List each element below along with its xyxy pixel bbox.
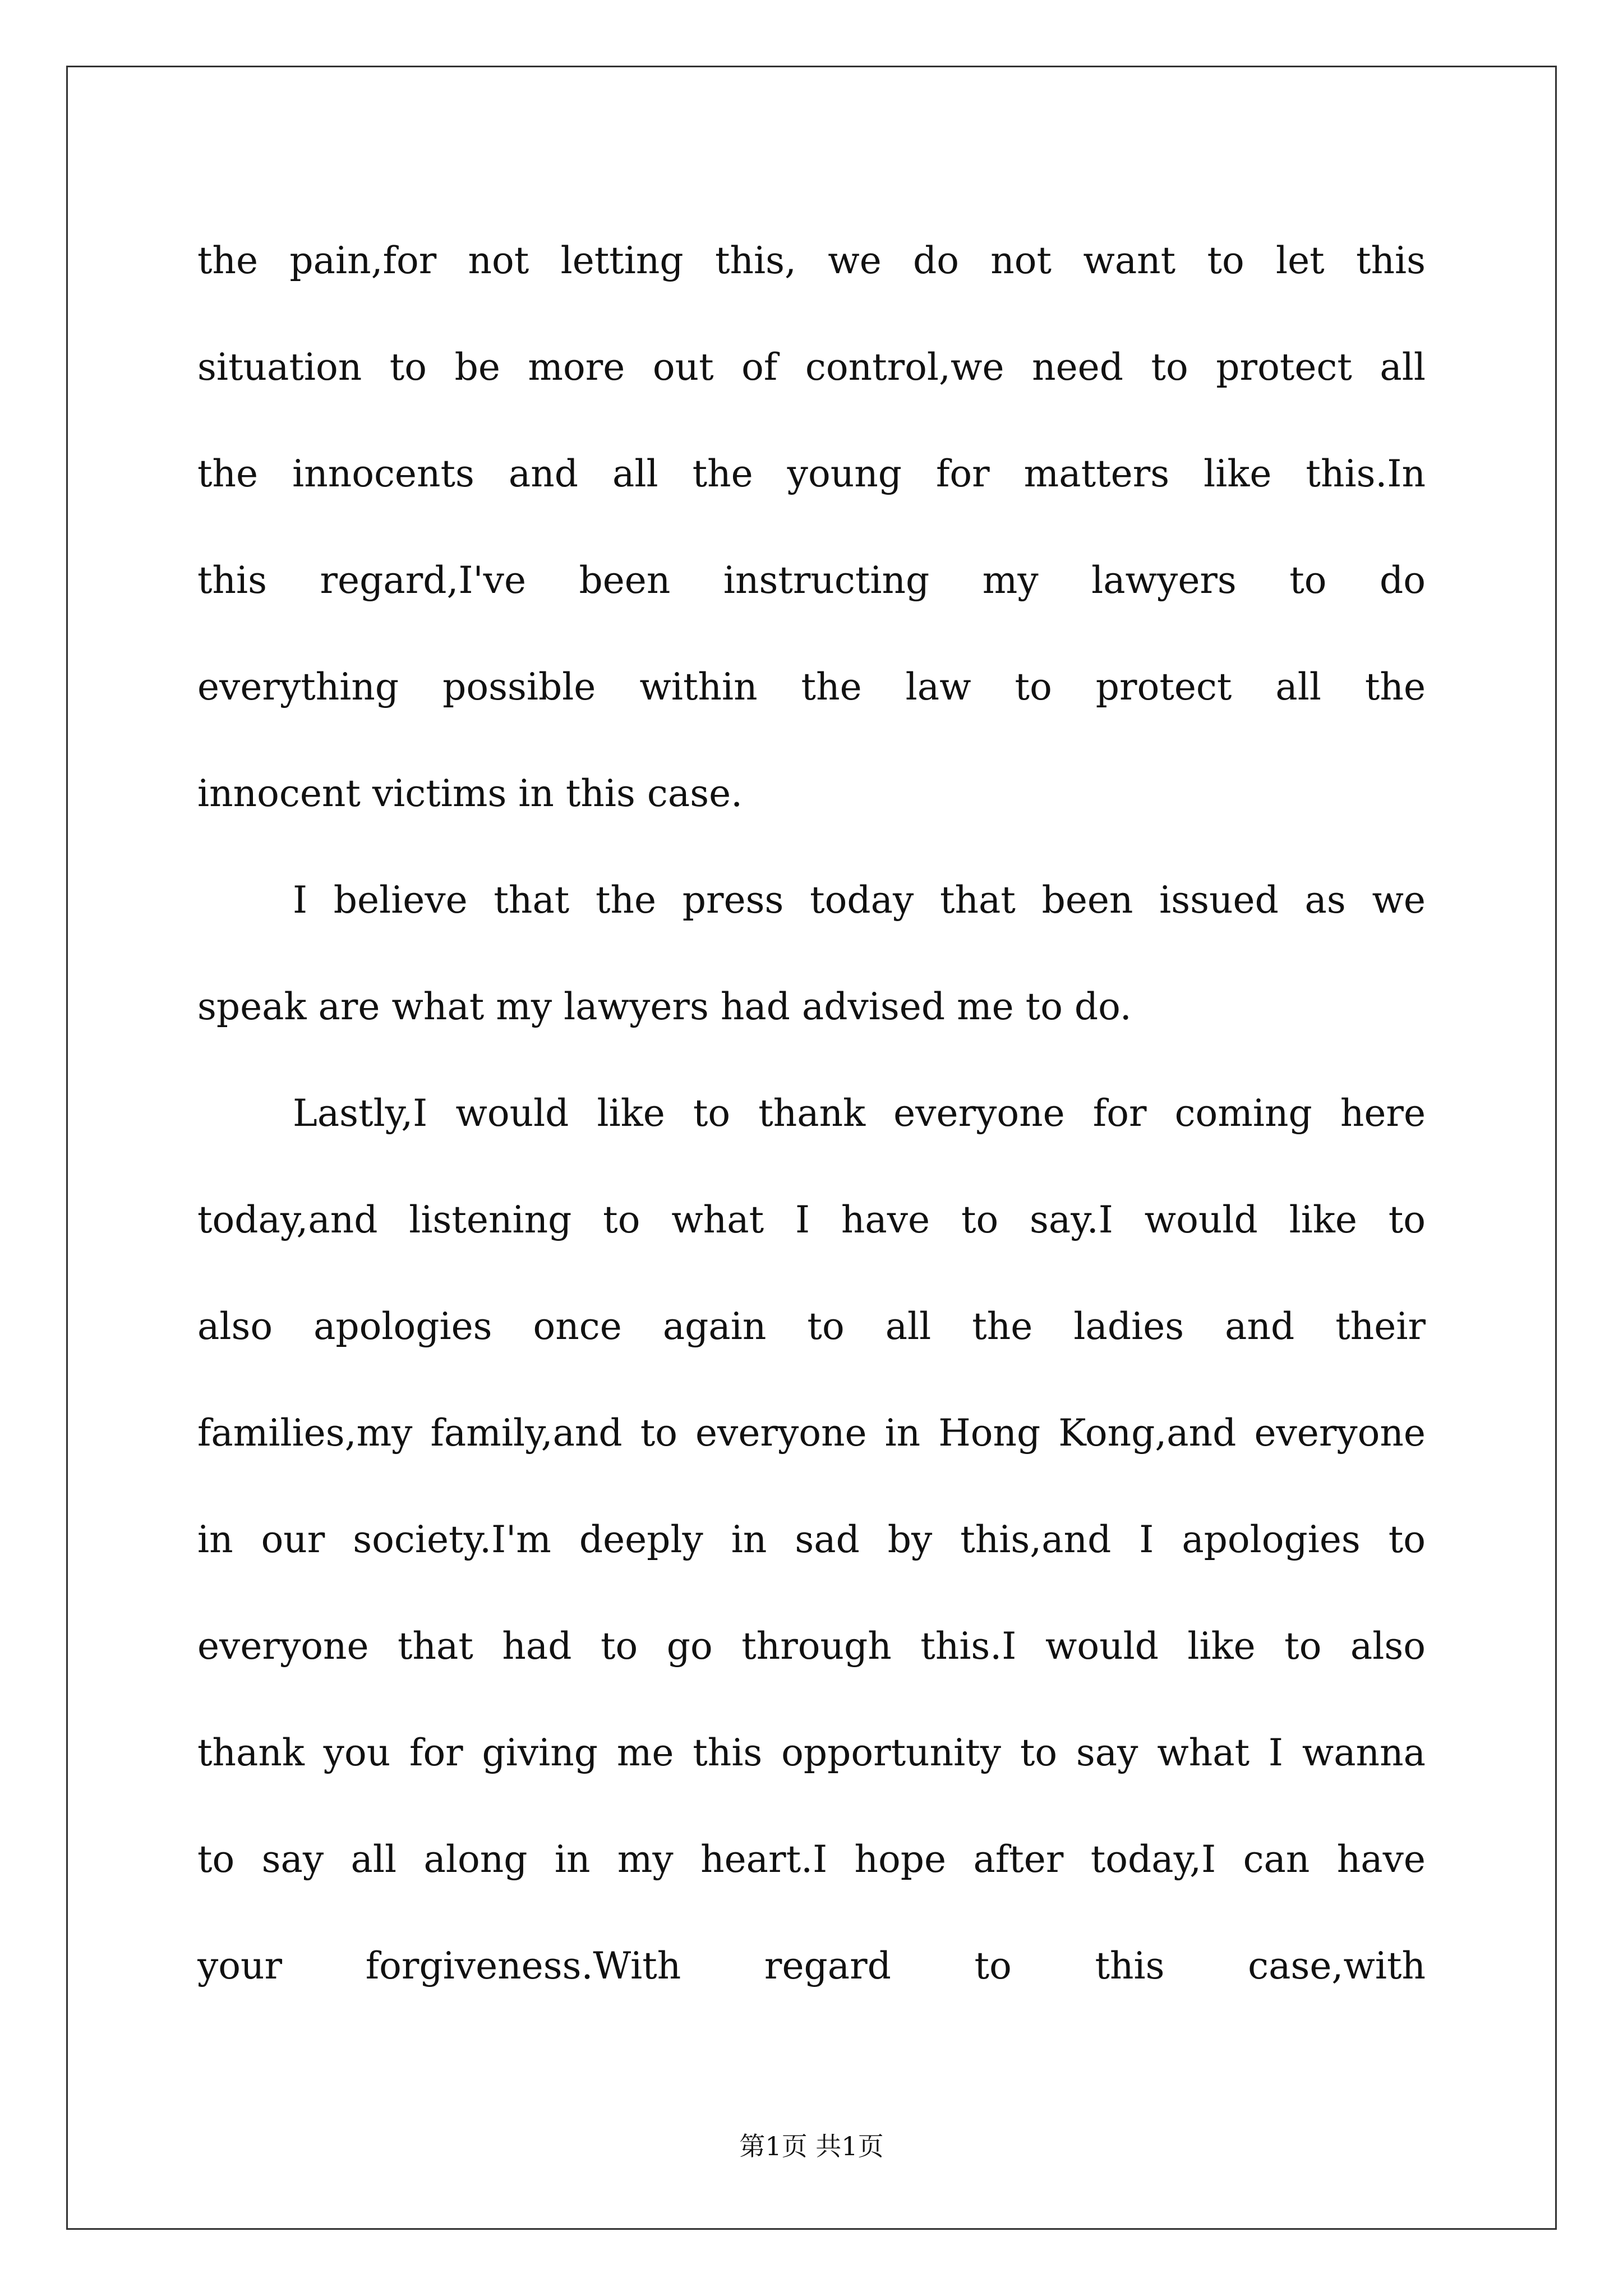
text-line: Lastly,I would like to thank everyone for coming here (293, 1092, 1426, 1135)
text-line: in our society.I'm deeply in sad by this,and I apologies to (197, 1518, 1426, 1561)
text-line: everyone that had to go through this.I would like to also (197, 1625, 1426, 1668)
text-line: to say all along in my heart.I hope after today,I can have (197, 1838, 1426, 1881)
text-line: innocent victims in this case. (197, 772, 743, 815)
text-line: thank you for giving me this opportunity to say what I wanna (197, 1731, 1426, 1774)
text-line: today,and listening to what I have to say.I would like to (197, 1198, 1426, 1241)
text-line: the pain,for not letting this, we do not want to let this (197, 239, 1426, 282)
page-footer: 第1页 共1页 (739, 2131, 884, 2161)
text-line: I believe that the press today that been issued as we (293, 878, 1426, 922)
text-line: your forgiveness.With regard to this case,with (197, 1944, 1426, 1987)
text-line: everything possible within the law to protect all the (197, 665, 1426, 708)
text-line: situation to be more out of control,we need to protect all (197, 346, 1426, 389)
text-line: the innocents and all the young for matters like this.In (197, 452, 1426, 495)
text-line: families,my family,and to everyone in Hong Kong,and everyone (197, 1411, 1426, 1455)
text-line: this regard,I've been instructing my lawyers to do (197, 559, 1426, 602)
text-line: also apologies once again to all the ladies and their (197, 1305, 1426, 1348)
document-body (197, 208, 1426, 2019)
text-line: speak are what my lawyers had advised me to do. (197, 985, 1132, 1028)
